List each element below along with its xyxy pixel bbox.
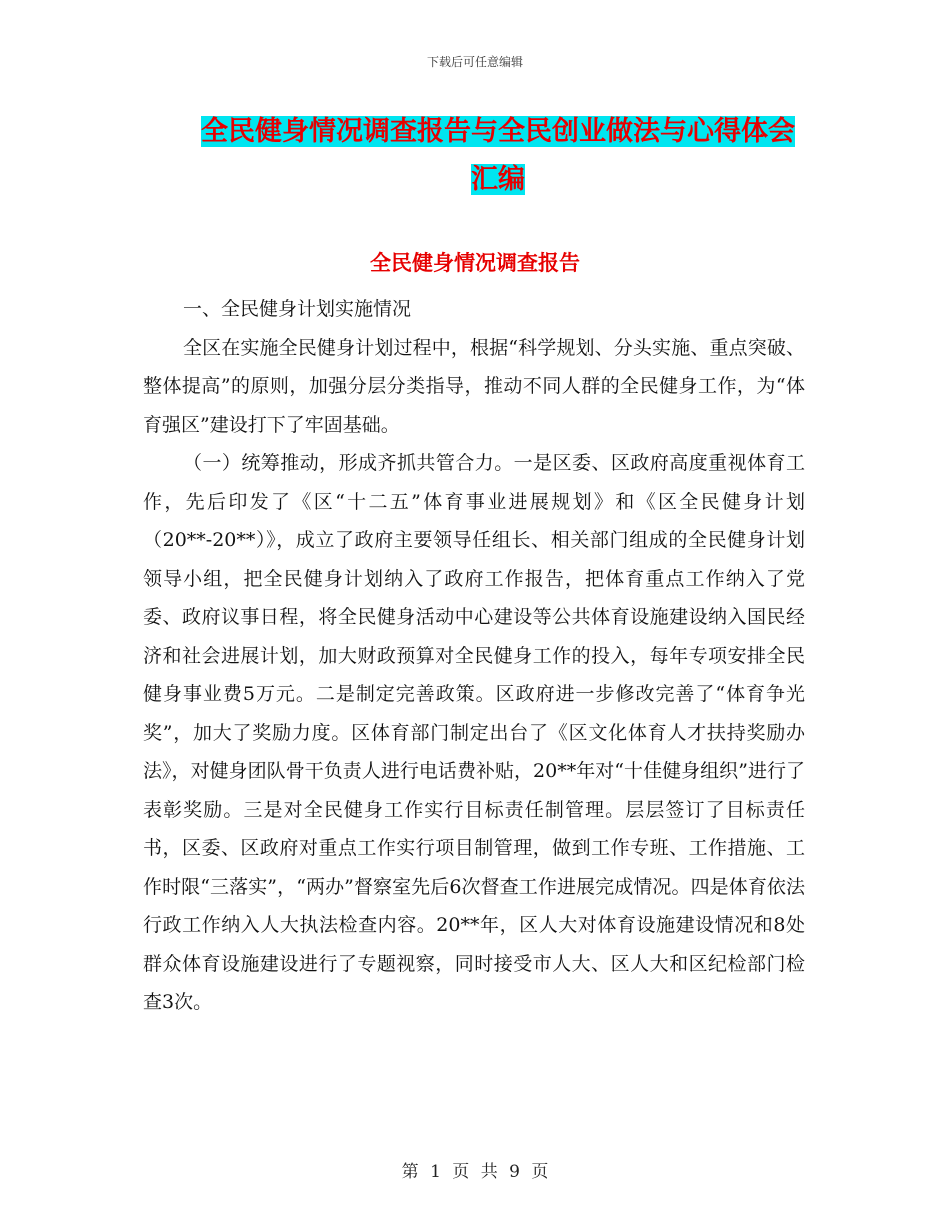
header-note: 下载后可任意编辑 [426, 55, 523, 69]
document-body [143, 290, 805, 1022]
page-footer: 第 1 页 共 9 页 [401, 1162, 549, 1182]
paragraph-1: 全区在实施全民健身计划过程中，根据“科学规划、分头实施、重点突破、整体提高”的原则，加强分层分类指导，推动不同人群的全民健身工作，为“体育强区”建设打下了牢固基础。 [143, 336, 805, 436]
section-heading: 一、全民健身计划实施情况 [183, 298, 412, 320]
document-title-text: 全民健身情况调查报告与全民创业做法与心得体会汇编 [201, 116, 795, 195]
report-subtitle: 全民健身情况调查报告 [370, 251, 580, 275]
document-title [188, 108, 808, 204]
paragraph-2: （一）统筹推动，形成齐抓共管合力。一是区委、区政府高度重视体育工作，先后印发了《区“十二五”体育事业进展规划》和《区全民健身计划（20**-20**）》，成立了政府主要领导任组长、相关部门组成的全民健身计划领导小组，把全民健身计划纳入了政府工作报告，把体育重点工作纳入了党委、政府议事日程，将全民健身活动中心建设等公共体育设施建设纳入国民经济和社会进展计划，加大财政预算对全民健身工作的投入，每年专项安排全民健身事业费5万元。二是制定完善政策。区政府进一步修改完善了“体育争光奖”，加大了奖励力度。区体育部门制定出台了《区文化体育人才扶持奖励办法》，对健身团队骨干负责人进行电话费补贴，20**年对“十佳健身组织”进行了表彰奖励。三是对全民健身工作实行目标责任制管理。层层签订了目标责任书，区委、区政府对重点工作实行项目制管理，做到工作专班、工作措施、工作时限“三落实”，“两办”督察室先后6次督查工作进展完成情况。四是体育依法行政工作纳入人大执法检查内容。20**年，区人大对体育设施建设情况和8处群众体育设施建设进行了专题视察，同时接受市人大、区人大和区纪检部门检查3次。 [143, 452, 805, 1013]
